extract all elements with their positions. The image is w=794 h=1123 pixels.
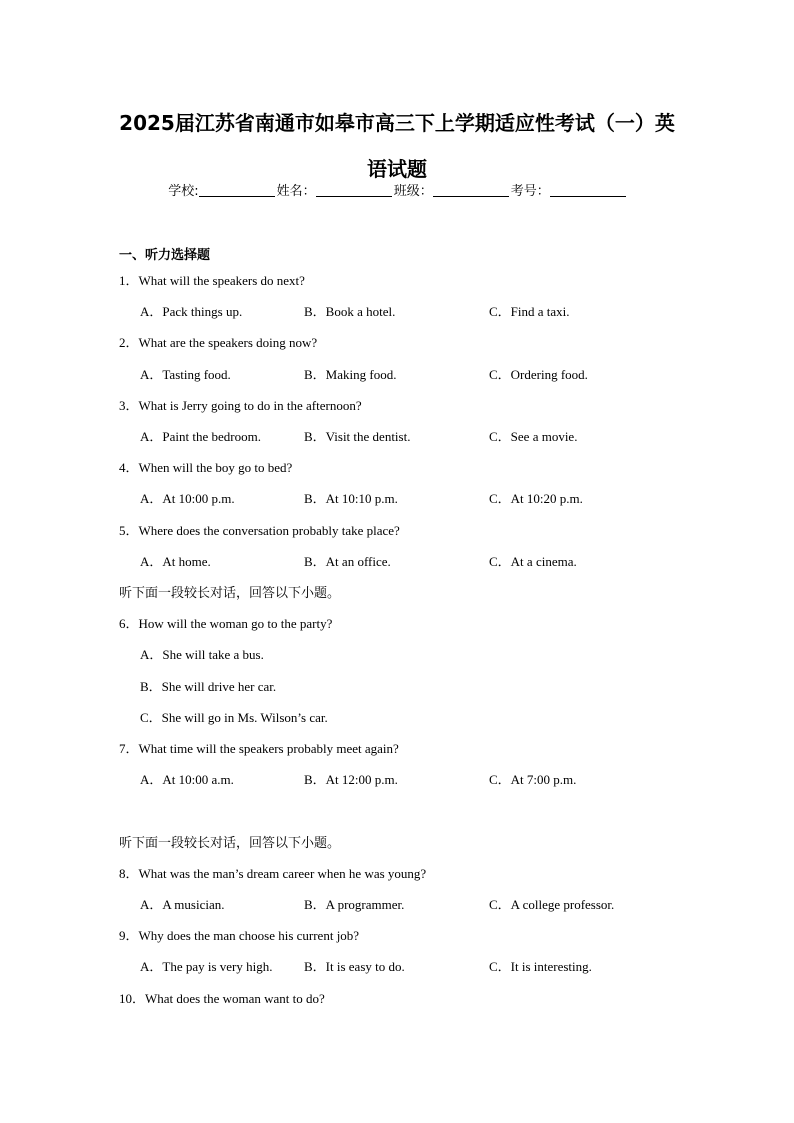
question-3-option-c: C．See a movie.	[489, 429, 578, 444]
question-2-option-a: A．Tasting food.	[140, 367, 231, 382]
title-line-1: 2025届江苏省南通市如皋市高三下上学期适应性考试（一）英	[119, 111, 675, 135]
question-4-stem: 4．When will the boy go to bed?	[119, 460, 293, 475]
question-9-option-b: B．It is easy to do.	[304, 959, 405, 974]
question-10-stem: 10．What does the woman want to do?	[119, 991, 325, 1006]
question-4-option-a: A．At 10:00 p.m.	[140, 491, 235, 506]
name-blank[interactable]	[316, 184, 392, 197]
question-3-option-a: A．Paint the bedroom.	[140, 429, 261, 444]
question-5-option-c: C．At a cinema.	[489, 554, 577, 569]
question-2-stem: 2．What are the speakers doing now?	[119, 335, 318, 350]
question-6-option-a: A．She will take a bus.	[140, 647, 264, 662]
question-6-option-b: B．She will drive her car.	[140, 679, 277, 694]
question-1-option-b: B．Book a hotel.	[304, 304, 396, 319]
question-9-stem: 9．Why does the man choose his current job?	[119, 928, 360, 943]
instruction-note-2: 听下面一段较长对话，回答以下小题。	[119, 836, 341, 851]
question-7-stem: 7．What time will the speakers probably meet again?	[119, 741, 399, 756]
class-label: 班级：	[393, 184, 433, 199]
instruction-note-1: 听下面一段较长对话，回答以下小题。	[119, 586, 341, 601]
question-7-option-c: C．At 7:00 p.m.	[489, 772, 577, 787]
exam-number-label: 考号：	[510, 184, 550, 199]
name-label: 姓名：	[276, 184, 316, 199]
school-blank[interactable]	[199, 184, 275, 197]
exam-number-blank[interactable]	[550, 184, 626, 197]
question-6-stem: 6．How will the woman go to the party?	[119, 616, 333, 631]
question-3-option-b: B．Visit the dentist.	[304, 429, 411, 444]
question-3-stem: 3．What is Jerry going to do in the afternoon?	[119, 398, 362, 413]
question-7-option-a: A．At 10:00 a.m.	[140, 772, 234, 787]
question-1-option-c: C．Find a taxi.	[489, 304, 570, 319]
question-2-option-b: B．Making food.	[304, 367, 397, 382]
question-6-option-c: C．She will go in Ms. Wilson’s car.	[140, 710, 328, 725]
question-8-option-c: C．A college professor.	[489, 897, 615, 912]
student-info-line	[0, 180, 794, 199]
question-9-option-c: C．It is interesting.	[489, 959, 592, 974]
question-7-option-b: B．At 12:00 p.m.	[304, 772, 398, 787]
question-8-option-b: B．A programmer.	[304, 897, 405, 912]
school-label: 学校:	[168, 184, 199, 199]
question-5-option-b: B．At an office.	[304, 554, 391, 569]
exam-title	[80, 100, 714, 192]
question-2-option-c: C．Ordering food.	[489, 367, 588, 382]
question-4-option-c: C．At 10:20 p.m.	[489, 491, 583, 506]
question-5-stem: 5．Where does the conversation probably take place?	[119, 523, 400, 538]
question-5-option-a: A．At home.	[140, 554, 211, 569]
question-8-stem: 8．What was the man’s dream career when he was young?	[119, 866, 427, 881]
title-line-2: 语试题	[367, 157, 427, 181]
question-4-option-b: B．At 10:10 p.m.	[304, 491, 398, 506]
question-1-option-a: A．Pack things up.	[140, 304, 243, 319]
question-8-option-a: A．A musician.	[140, 897, 225, 912]
question-9-option-a: A．The pay is very high.	[140, 959, 273, 974]
class-blank[interactable]	[433, 184, 509, 197]
section-heading-listening: 一、听力选择题	[119, 248, 211, 263]
question-1-stem: 1．What will the speakers do next?	[119, 273, 305, 288]
